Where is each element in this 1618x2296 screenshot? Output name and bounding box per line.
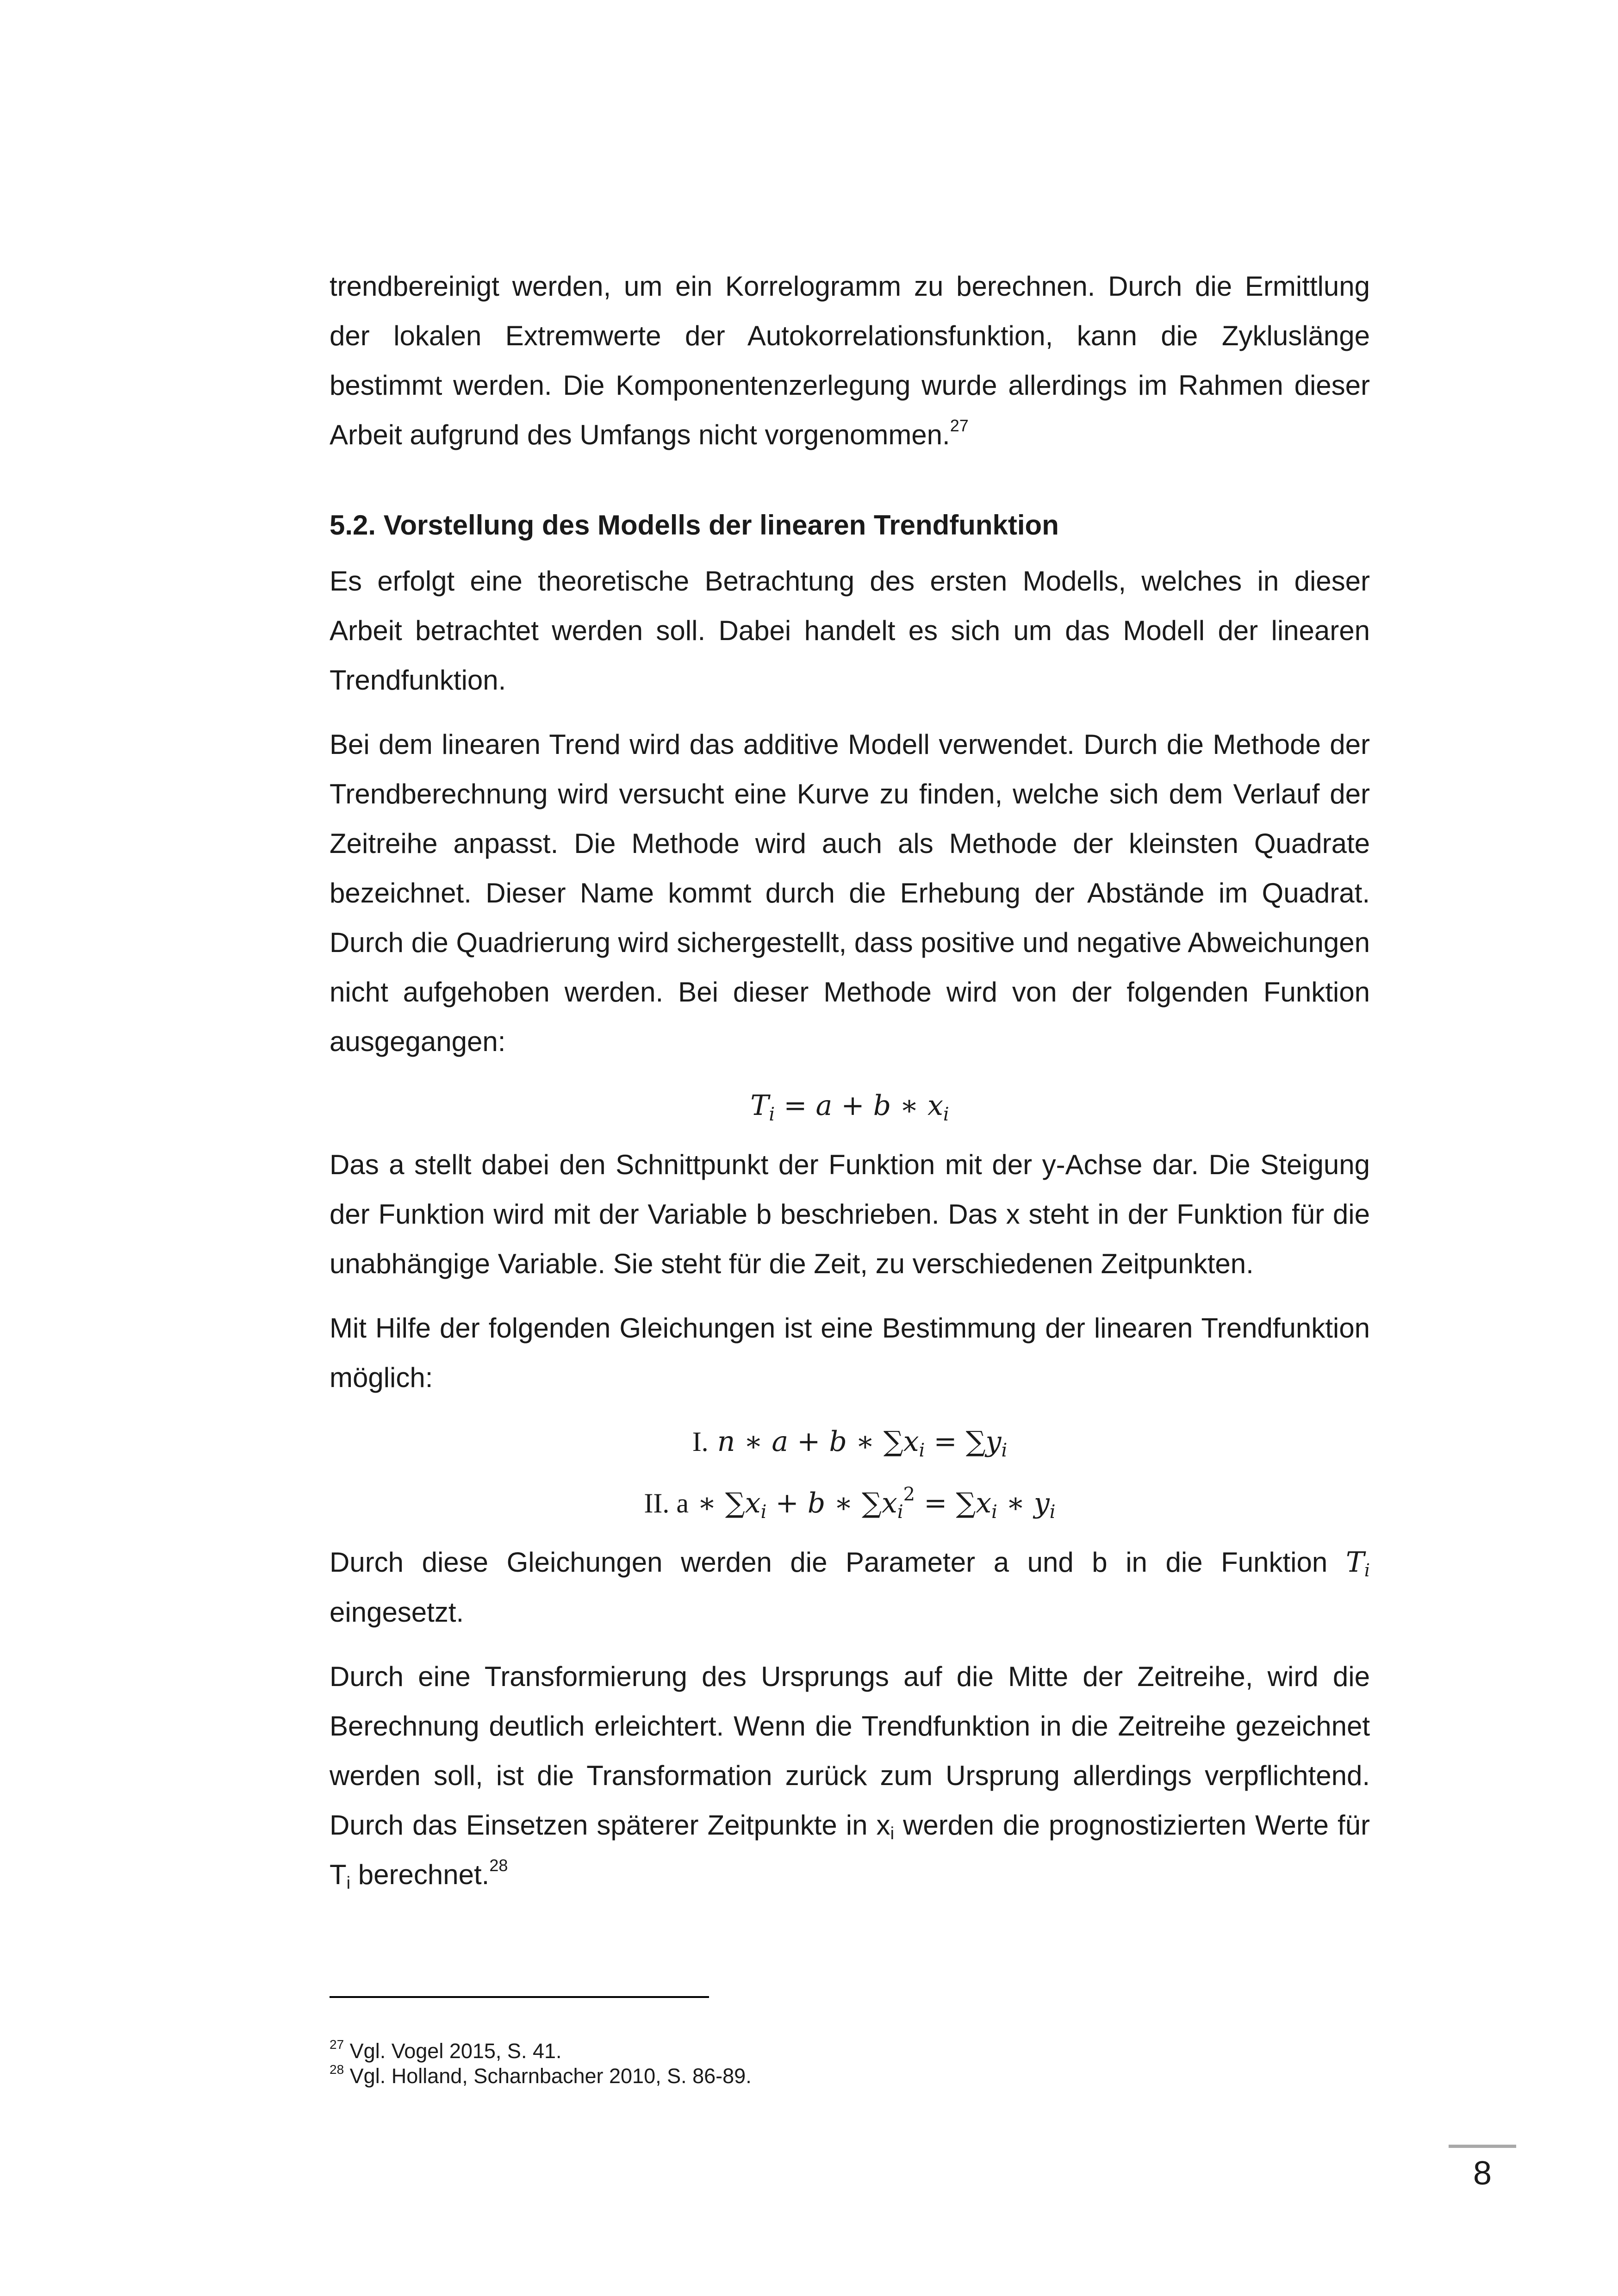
paragraph-5: Mit Hilfe der folgenden Gleichungen ist eine Bestimmung der linearen Trendfunktion möglich:: [330, 1313, 1370, 1393]
equation-1-sub2: i: [1001, 1440, 1008, 1461]
page-number-rule: [1449, 2145, 1516, 2148]
equation-2-sub2: i: [897, 1501, 903, 1523]
equation-1-part1: n ∗ a + b ∗ ∑x: [717, 1425, 919, 1458]
footnote-separator: [330, 1996, 709, 1998]
footnote-ref-27[interactable]: 27: [950, 416, 969, 435]
footnote-number: 28: [330, 2062, 344, 2077]
equation-2-sub4: i: [1049, 1501, 1056, 1523]
footnotes: [330, 2039, 1370, 2089]
footnote-number: 27: [330, 2037, 344, 2052]
formula-x-sub: i: [943, 1104, 949, 1125]
paragraph-6-math: T: [1345, 1546, 1364, 1579]
page-number: 8: [1473, 2155, 1492, 2192]
paragraph-7: [330, 1652, 1370, 1899]
paragraph-6-tail: eingesetzt.: [330, 1597, 464, 1628]
formula-t: T: [750, 1089, 769, 1122]
footnote-text: Vgl. Vogel 2015, S. 41.: [344, 2039, 562, 2063]
body-text: [330, 261, 1370, 1914]
paragraph-6-text: Durch diese Gleichungen werden die Parameter a und b in die Funktion: [330, 1547, 1346, 1578]
paragraph-6-math-sub: i: [1364, 1560, 1370, 1580]
footnote-27: [330, 2039, 1370, 2064]
formula-t-sub: i: [769, 1104, 775, 1125]
footnote-ref-28[interactable]: 28: [489, 1856, 508, 1875]
paragraph-7-sub2: i: [346, 1873, 351, 1893]
equation-2-label: II. a: [644, 1488, 689, 1518]
paragraph-2: Es erfolgt eine theoretische Betrachtung des ersten Modells, welches in dieser Arbeit betrachtet werden soll. Dabei handelt es sich um das Modell der linearen Trendfunktion.: [330, 566, 1370, 696]
formula-rest: = a + b ∗ x: [775, 1089, 943, 1122]
equation-1-part2: = ∑y: [925, 1425, 1002, 1458]
paragraph-7-part1: Durch eine Transformierung des Ursprungs auf die Mitte der Zeitreihe, wird die Berechnung deutlich erleichtert. Wenn die Trendfunktion in die Zeitreihe gezeichnet werden soll, ist die Transformation zurück zum Ursprung allerdings verpflichtend. Durch das Einsetzen späterer Zeitpunkte in x: [330, 1661, 1370, 1841]
footnote-28: [330, 2064, 1370, 2089]
equation-2-part3: = ∑x: [915, 1487, 992, 1519]
equation-1: [330, 1417, 1370, 1467]
equation-1-label: I.: [692, 1426, 709, 1457]
paragraph-1-text: trendbereinigt werden, um ein Korrelogramm zu berechnen. Durch die Ermittlung der lokalen Extremwerte der Autokorrelationsfunktion, kann die Zykluslänge bestimmt werden. Die Komponentenzerlegung wurde allerdings im Rahmen dieser Arbeit aufgrund des Umfangs nicht vorgenommen.: [330, 271, 1370, 450]
equation-2-sub3: i: [991, 1501, 997, 1523]
paragraph-7-sub1: i: [890, 1824, 895, 1843]
paragraph-4: Das a stellt dabei den Schnittpunkt der Funktion mit der y-Achse dar. Die Steigung der Funktion wird mit der Variable b beschrieben. Das x steht in der Funktion für die unabhängige Variable. Sie steht für die Zeit, zu verschiedenen Zeitpunkten.: [330, 1149, 1370, 1279]
paragraph-7-part2: werden die prognostizierten Werte für T: [330, 1810, 1370, 1890]
equation-2-sub1: i: [760, 1501, 767, 1523]
footnote-text: Vgl. Holland, Scharnbacher 2010, S. 86-89.: [344, 2064, 752, 2088]
paragraph-7-part3: berechnet.: [350, 1859, 490, 1890]
paragraph-1: [330, 261, 1370, 460]
equation-2-part4: ∗ y: [997, 1487, 1050, 1519]
equation-2-sup2: 2: [903, 1484, 915, 1505]
equation-2-part2: + b ∗ ∑x: [766, 1487, 897, 1519]
equation-2-part1: ∗ ∑x: [689, 1487, 761, 1519]
equation-2: [330, 1479, 1370, 1528]
paragraph-6: [330, 1537, 1370, 1637]
equation-1-sub1: i: [919, 1440, 925, 1461]
section-heading: 5.2. Vorstellung des Modells der linearen Trendfunktion: [330, 510, 1059, 541]
paragraph-3: Bei dem linearen Trend wird das additive Modell verwendet. Durch die Methode der Trendberechnung wird versucht eine Kurve zu finden, welche sich dem Verlauf der Zeitreihe anpasst. Die Methode wird auch als Methode der kleinsten Quadrate bezeichnet. Dieser Name kommt durch die Erhebung der Abstände im Quadrat. Durch die Quadrierung wird sichergestellt, dass positive und negative Abweichungen nicht aufgehoben werden. Bei dieser Methode wird von der folgenden Funktion ausgegangen:: [330, 729, 1370, 1057]
trend-function-formula: [330, 1081, 1370, 1131]
